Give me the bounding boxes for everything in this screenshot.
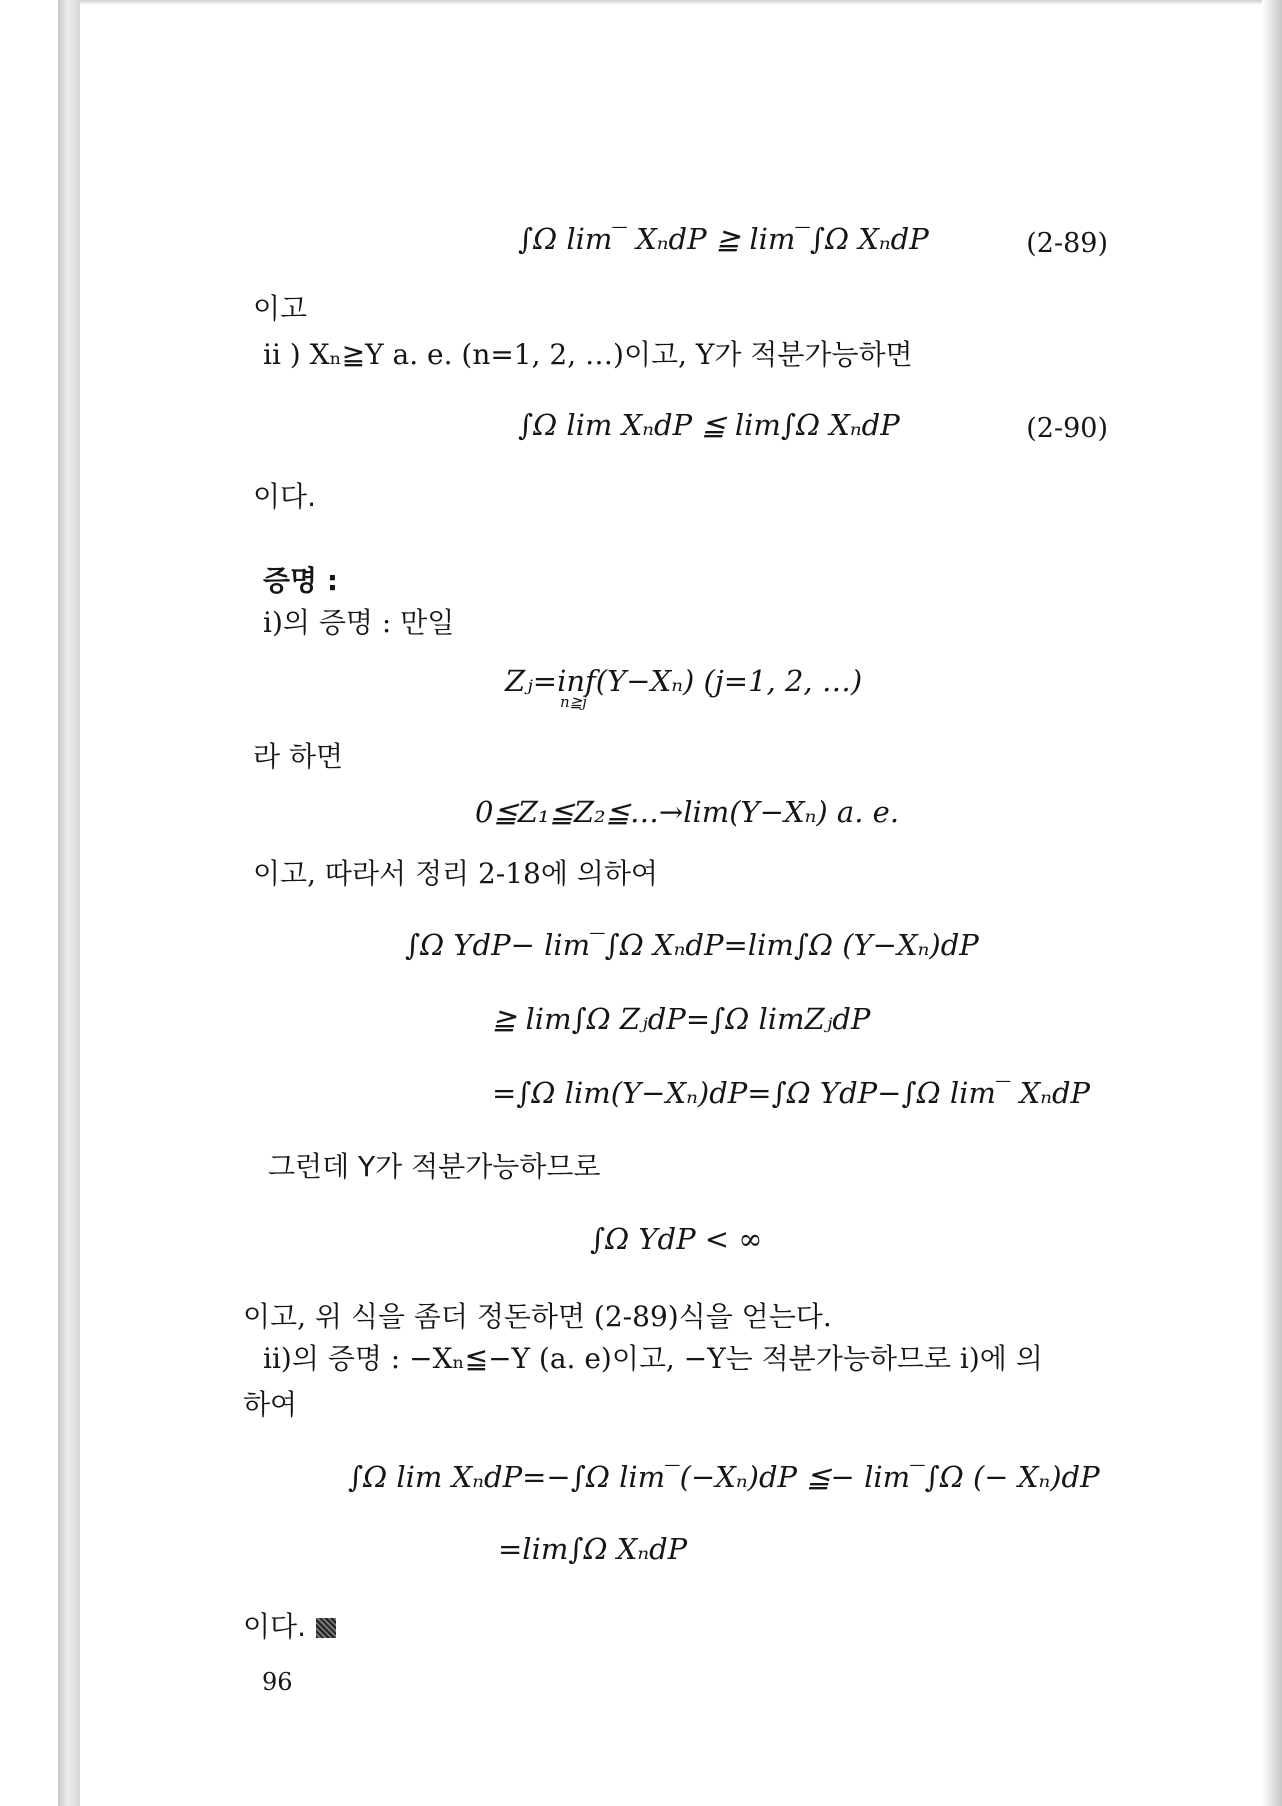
text-ida-end: [243, 1610, 336, 1644]
text-ida-end-label: 이다.: [243, 1610, 306, 1643]
text-igo: 이고: [253, 292, 308, 325]
text-ida: 이다.: [253, 480, 316, 513]
equation-z-def-formula: Zⱼ=inf(Y−Xₙ) (j=1, 2, …): [505, 664, 863, 698]
item-ii-statement: ii ) Xₙ≧Y a. e. (n=1, 2, …)이고, Y가 적분가능하면: [263, 338, 913, 371]
page-edge-shadow: [1262, 0, 1282, 1806]
proof-title: 증명 :: [263, 564, 339, 597]
equation-block1-line3: =∫Ω lim(Y−Xₙ)dP=∫Ω YdP−∫Ω lim‾ XₙdP: [492, 1076, 1091, 1110]
equation-block1-line2: ≧ lim∫Ω ZⱼdP=∫Ω limZⱼdP: [492, 1002, 871, 1036]
proof-ii-heading: ii)의 증명 : −Xₙ≦−Y (a. e)이고, −Y는 적분가능하므로 i)에 의: [263, 1342, 1043, 1375]
equation-block2-line2: =lim∫Ω XₙdP: [498, 1532, 688, 1566]
equation-z-def: [505, 664, 862, 698]
equation-monotone-chain-formula: 0≦Z₁≦Z₂≦…→lim(Y−Xₙ) a. e.: [475, 795, 900, 829]
equation-finite-integral: ∫Ω YdP < ∞: [590, 1222, 763, 1256]
text-hayeo: 하여: [243, 1388, 298, 1421]
equation-number-2-90: (2-90): [1026, 413, 1108, 444]
equation-block1-line1: ∫Ω YdP− lim‾∫Ω XₙdP=lim∫Ω (Y−Xₙ)dP: [405, 928, 979, 962]
page-top-edge: [80, 0, 1262, 5]
equation-monotone-chain: [475, 795, 899, 829]
text-however-integrable: 그런데 Y가 적분가능하므로: [268, 1150, 601, 1183]
equation-block2-line1: ∫Ω lim XₙdP=−∫Ω lim‾(−Xₙ)dP ≦− lim‾∫Ω (− Xₙ)dP: [348, 1460, 1100, 1494]
equation-number-2-89: (2-89): [1026, 228, 1108, 259]
text-theorem-ref: 이고, 따라서 정리 2-18에 의하여: [253, 857, 658, 890]
text-rearrange: 이고, 위 식을 좀더 정돈하면 (2-89)식을 얻는다.: [243, 1300, 832, 1333]
equation-z-subscript: n≧j: [560, 693, 587, 711]
equation-2-90-formula: ∫Ω lim XₙdP ≦ lim∫Ω XₙdP: [518, 408, 900, 442]
equation-2-89: [518, 222, 929, 256]
text-ra-hamyeon: 라 하면: [253, 740, 344, 773]
book-spine: [58, 0, 80, 1806]
proof-i-heading: i)의 증명 : 만일: [263, 606, 455, 639]
equation-2-90: [518, 408, 900, 442]
page-number: 96: [262, 1668, 293, 1696]
equation-2-89-formula: ∫Ω lim‾ XₙdP ≧ lim‾∫Ω XₙdP: [518, 222, 929, 256]
qed-box-icon: [316, 1618, 336, 1638]
